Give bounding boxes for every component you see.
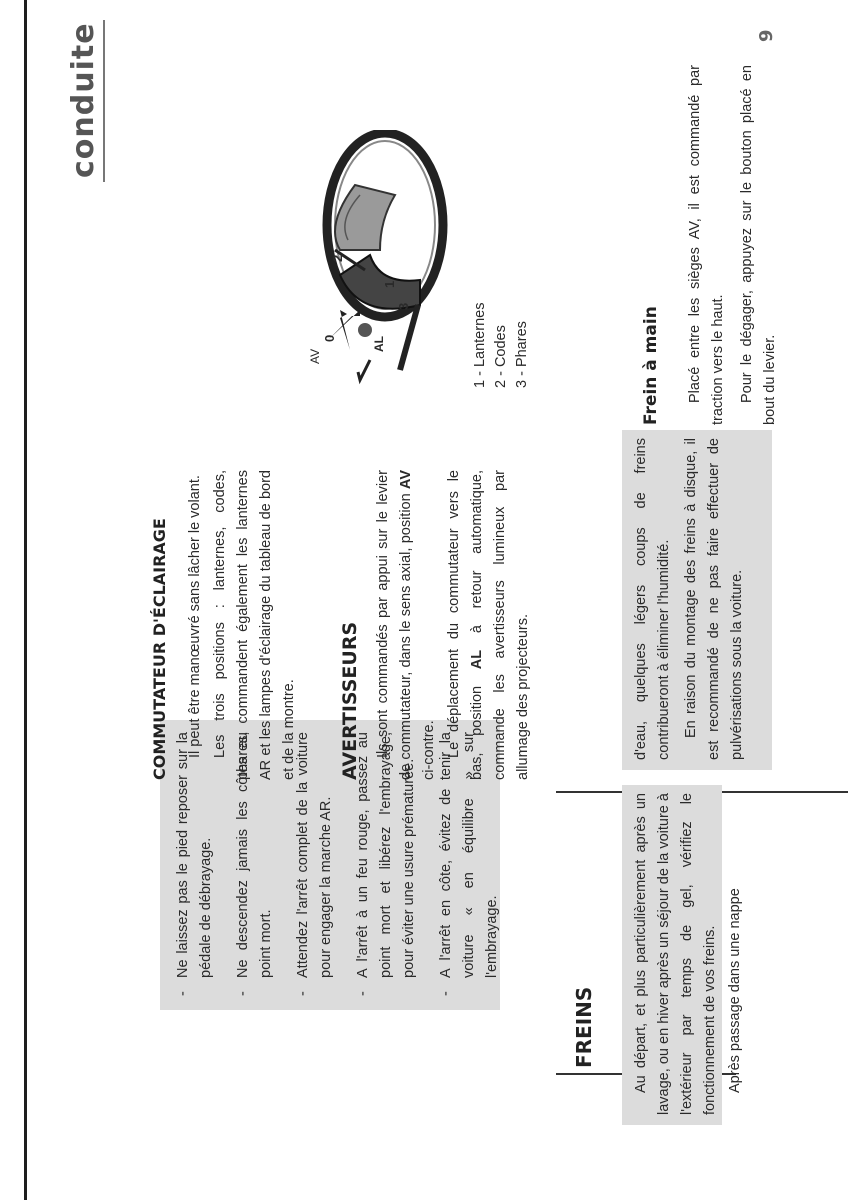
section-underline (103, 20, 105, 182)
steering-wheel-diagram (300, 130, 450, 400)
label-av: AV (308, 348, 322, 364)
commutateur-title: COMMUTATEUR D'ÉCLAIRAGE (150, 518, 169, 780)
label-two: 2 (330, 254, 345, 262)
freins-box-1 (622, 785, 743, 1125)
list-item: - Ne descendez jamais les côtes au point mort. (232, 732, 278, 1000)
steering-wheel-illustration (300, 130, 450, 400)
freins-box-2 (622, 430, 772, 770)
frein-main-title: Frein à main (641, 306, 661, 425)
page-number: 9 (756, 29, 777, 42)
section-title: conduite (66, 22, 101, 178)
frein-main-section (640, 65, 782, 425)
legend-item: 1 - Lanternes (472, 302, 488, 388)
list-item: - Attendez l'arrêt complet de la voiture pour engager la marche AR. (292, 732, 338, 1000)
label-al: AL (372, 336, 386, 352)
commutateur-para-1: Il peut être manœuvré sans lâcher le volant. (187, 475, 203, 758)
avertisseurs-section (338, 470, 535, 780)
label-one: 1 (382, 280, 397, 288)
list-item: - Ne laissez pas le pied reposer sur la pédale de débrayage. (172, 732, 218, 1000)
label-three: 3 (396, 302, 411, 310)
list-item: - A l'arrêt en côte, évitez de tenir la voiture « en équilibre » sur l'embrayage. (435, 732, 504, 1000)
avertisseurs-para-2: Le déplacement du commutateur vers le bas, position AL à retour automatique, commande les avertisseurs lumineux par allumage des projecteurs. (446, 470, 531, 780)
label-zero: 0 (322, 334, 337, 342)
freins-para-2a: Après passage dans une nappe (727, 888, 743, 1093)
freins-para-3: En raison du montage des freins à disque, il est recommandé de ne pas faire effectuer de pulvérisations sous la voiture. (683, 438, 745, 760)
avertisseurs-para-1: Ils sont commandés par appui sur le levier de commutateur, dans le sens axial, position AV ci-contre. (375, 470, 437, 780)
list-item: - A l'arrêt à un feu rouge, passez au point mort et libérez l'embrayage, pour éviter une usure prématurée. (352, 732, 421, 1000)
commutateur-section (150, 470, 301, 780)
freins-para-1: Au départ, et plus particulièrement après un lavage, ou en hiver après un séjour de la voiture à l'extérieur par temps de gel, vérifiez le fonctionnement de vos freins. (633, 793, 718, 1115)
legend-item: 2 - Codes (493, 325, 509, 388)
freins-para-2b: d'eau, quelques légers coups de freins contribueront à éliminer l'humidité. (633, 438, 672, 760)
diagram-legend (470, 188, 533, 388)
commutateur-para-2: Les trois positions : lanternes, codes, phares, commandent également les lanternes AR et les lampes d'éclairage du tableau de bord et de la montre. (212, 470, 297, 780)
page-top-rule (24, 0, 27, 1200)
frein-main-para-1: Placé entre les sièges AV, il est commandé par traction vers le haut. (687, 65, 726, 425)
freins-title: FREINS (572, 986, 596, 1068)
frein-main-para-2: Pour le dégager, appuyez sur le bouton placé en bout du levier. (739, 65, 778, 425)
avertisseurs-title: AVERTISSEURS (339, 621, 361, 780)
legend-item: 3 - Phares (514, 321, 530, 388)
